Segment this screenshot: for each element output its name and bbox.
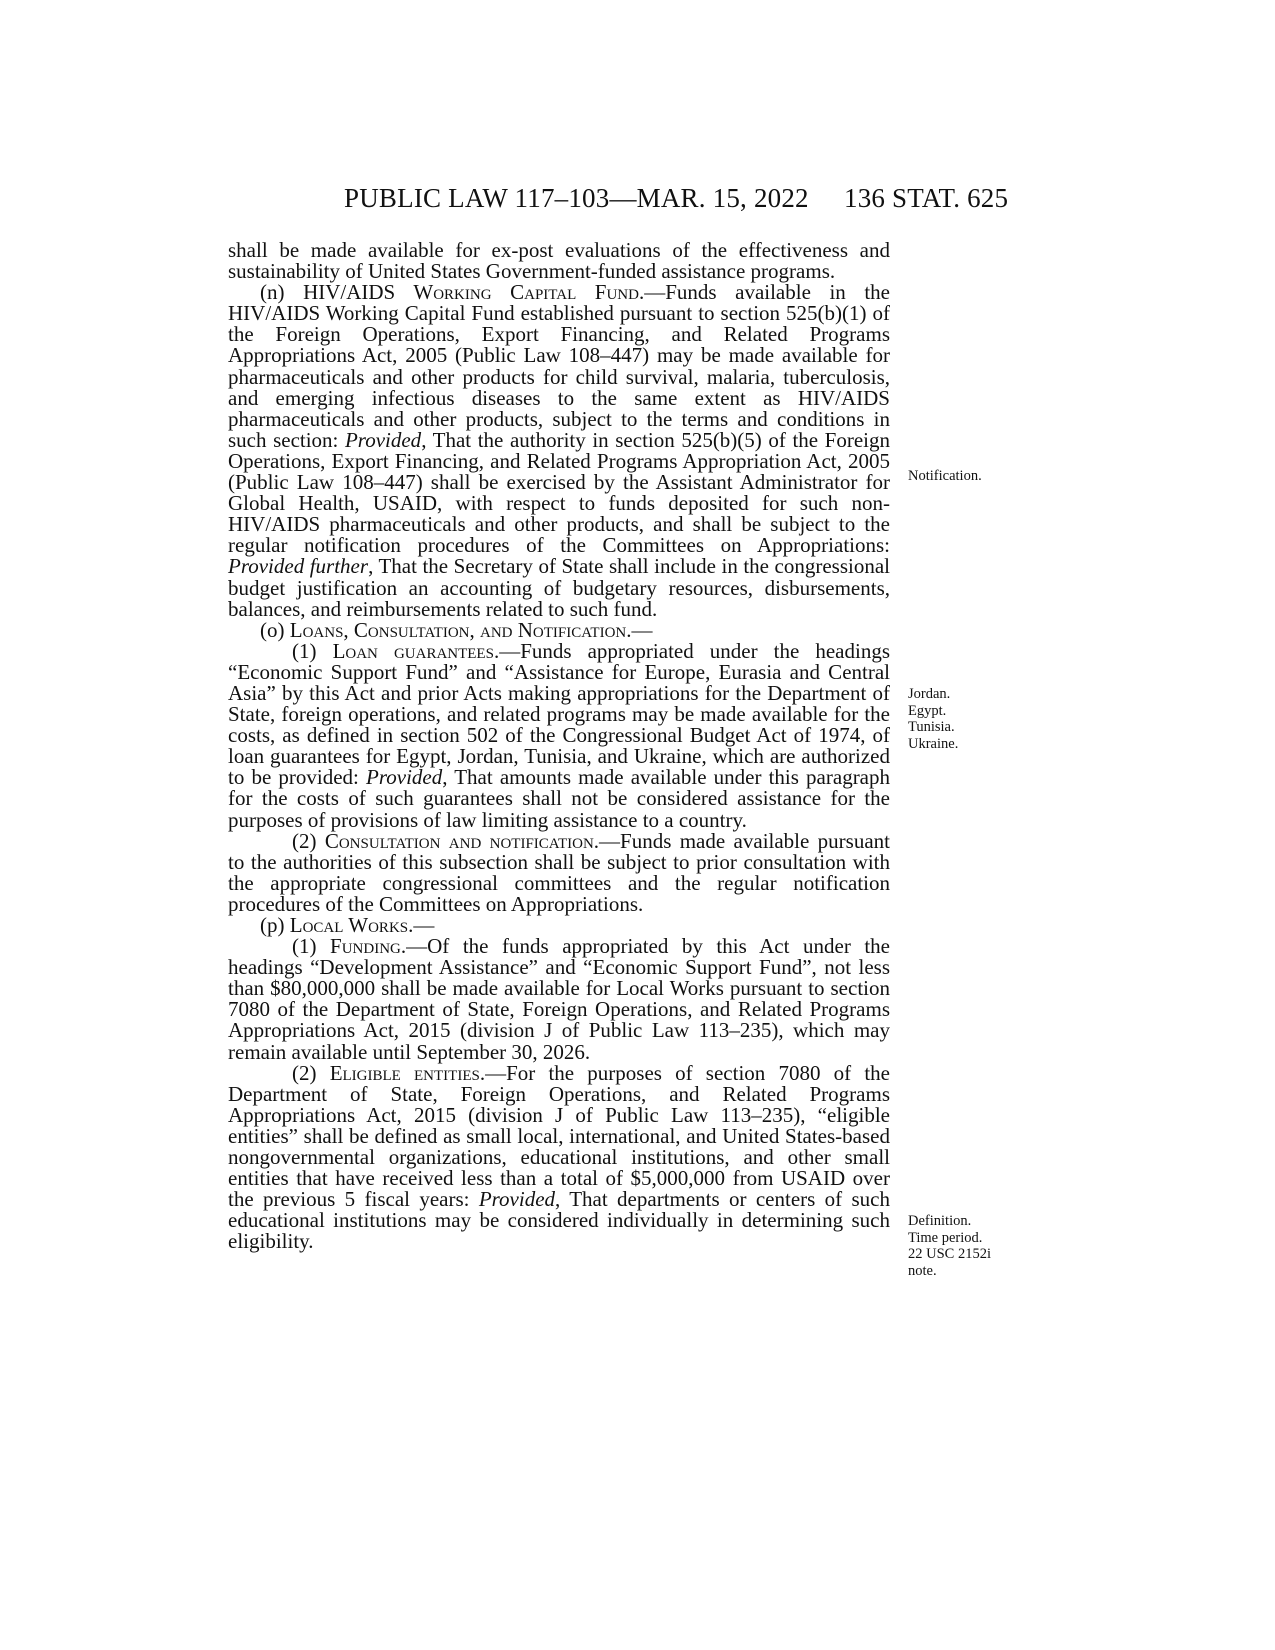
margin-note-ukraine: Ukraine. <box>908 735 959 752</box>
subsection-n-number: (n) <box>260 280 285 305</box>
paragraph-p-1 <box>228 936 890 1063</box>
paragraph-continuation: shall be made available for ex-post evaluations of the effectiveness and sustainability of United States Government-funded assistance programs. <box>228 238 890 284</box>
paragraph-o-1-number: (1) <box>292 638 317 663</box>
margin-note-countries <box>908 686 1018 752</box>
margin-note-notification <box>908 468 1018 485</box>
margin-note-egypt: Egypt. <box>908 702 947 719</box>
document-body <box>228 240 890 1253</box>
paragraph-p-2-number: (2) <box>292 1060 317 1085</box>
margin-note-time-period: Time period. <box>908 1229 983 1246</box>
margin-note-tunisia: Tunisia. <box>908 719 955 735</box>
page-number: 136 STAT. 625 <box>844 183 1009 213</box>
paragraph-p-2-heading: Eligible entities. <box>329 1060 486 1085</box>
subsection-o-number: (o) <box>260 617 285 642</box>
subsection-n-provided: Provided <box>344 427 422 452</box>
subsection-n-heading: HIV/AIDS Working Capital Fund. <box>303 280 645 305</box>
paragraph-p-2-text-1: —For the purposes of section 7080 of the Department of State, Foreign Operations, and Related Programs Appropriations Act, 2015 (division J of Public Law 113–235), “eligible entities” shall be defined as small local, international, and United States-based nongovernmental organizations, educational institutions, and other small entities that have received less than a total of $5,000,000 from USAID over the previous 5 fiscal years: <box>228 1060 890 1212</box>
paragraph-o-1 <box>228 638 891 832</box>
subsection-o <box>228 617 890 642</box>
subsection-n-text-2: , That the authority in section 525(b)(5) of the Foreign Operations, Export Financing, and Related Programs Appropriation Act, 2005 (Public Law 108–447) shall be exercised by the Assistant Administrator for Global Health, USAID, with respect to funds deposited for such non-HIV/AIDS pharmaceuticals and other products, and shall be subject to the regular notification procedures of the Committees on Appropriations: <box>228 427 891 558</box>
paragraph-p-1-text: —Of the funds appropriated by this Act under the headings “Development Assistance” and “Economic Support Fund”, not less than $80,000,000 shall be made available for Local Works pursuant to section 7080 of the Department of State, Foreign Operations, and Related Programs Appropriations Act, 2015 (division J of Public Law 113–235), which may remain available until September 30, 2026. <box>228 934 891 1064</box>
paragraph-o-2-number: (2) <box>292 828 317 853</box>
margin-note-definition-text: Definition. <box>908 1213 972 1229</box>
subsection-p-dash: — <box>413 913 435 937</box>
subsection-n <box>228 282 890 620</box>
margin-note-usc: 22 USC 2152i note. <box>908 1246 991 1279</box>
margin-note-definition <box>908 1213 1018 1279</box>
paragraph-p-1-number: (1) <box>292 934 317 959</box>
subsection-o-dash: — <box>631 617 653 642</box>
subsection-p-number: (p) <box>260 913 285 937</box>
subsection-n-provided-further: Provided further <box>228 554 369 579</box>
subsection-p-heading: Local Works. <box>289 913 414 937</box>
paragraph-p-1-heading: Funding. <box>330 934 407 959</box>
paragraph-o-2-heading: Consultation and notification. <box>324 828 600 853</box>
paragraph-p-2 <box>228 1060 890 1254</box>
paragraph-o-1-text-2: , That amounts made available under this paragraph for the costs of such guarantees shall not be considered assistance for the purposes of provisions of law limiting assistance to a country. <box>228 765 891 832</box>
paragraph-o-2-text: —Funds made available pursuant to the authorities of this subsection shall be subject to prior consultation with the appropriate congressional committees and the regular notification procedures of the Committees on Appropriations. <box>228 828 890 916</box>
paragraph-p-2-provided: Provided <box>478 1187 556 1212</box>
paragraph-o-2 <box>228 828 890 916</box>
paragraph-o-1-provided: Provided <box>366 765 443 790</box>
paragraph-o-1-heading: Loan guarantees. <box>332 638 500 663</box>
subsection-o-heading: Loans, Consultation, and Notification. <box>289 617 632 642</box>
margin-note-notification-text: Notification. <box>908 468 982 484</box>
subsection-n-text-3: , That the Secretary of State shall include in the congressional budget justification an accounting of budgetary resources, disbursements, balances, and reimbursements related to such fund. <box>228 554 890 621</box>
subsection-n-text-1: —Funds available in the HIV/AIDS Working Capital Fund established pursuant to section 525(b)(1) of the Foreign Operations, Export Financing, and Related Programs Appropriations Act, 2005 (Public Law 108–447) may be made available for pharmaceuticals and other products for child survival, malaria, tuberculosis, and emerging infectious diseases to the same extent as HIV/AIDS pharmaceuticals and other products, subject to the terms and conditions in such section: <box>228 280 891 452</box>
subsection-p <box>228 915 890 936</box>
paragraph-o-1-text-1: —Funds appropriated under the headings “Economic Support Fund” and “Assistance for Europe, Eurasia and Central Asia” by this Act and prior Acts making appropriations for the Department of State, foreign operations, and related programs may be made available for the costs, as defined in section 502 of the Congressional Budget Act of 1974, of loan guarantees for Egypt, Jordan, Tunisia, and Ukraine, which are authorized to be provided: <box>228 638 891 790</box>
paragraph-p-2-text-2: , That departments or centers of such educational institutions may be considered individually in determining such eligibility. <box>228 1187 890 1254</box>
margin-note-jordan: Jordan. <box>908 686 951 702</box>
running-header-title: PUBLIC LAW 117–103—MAR. 15, 2022 <box>344 183 809 213</box>
